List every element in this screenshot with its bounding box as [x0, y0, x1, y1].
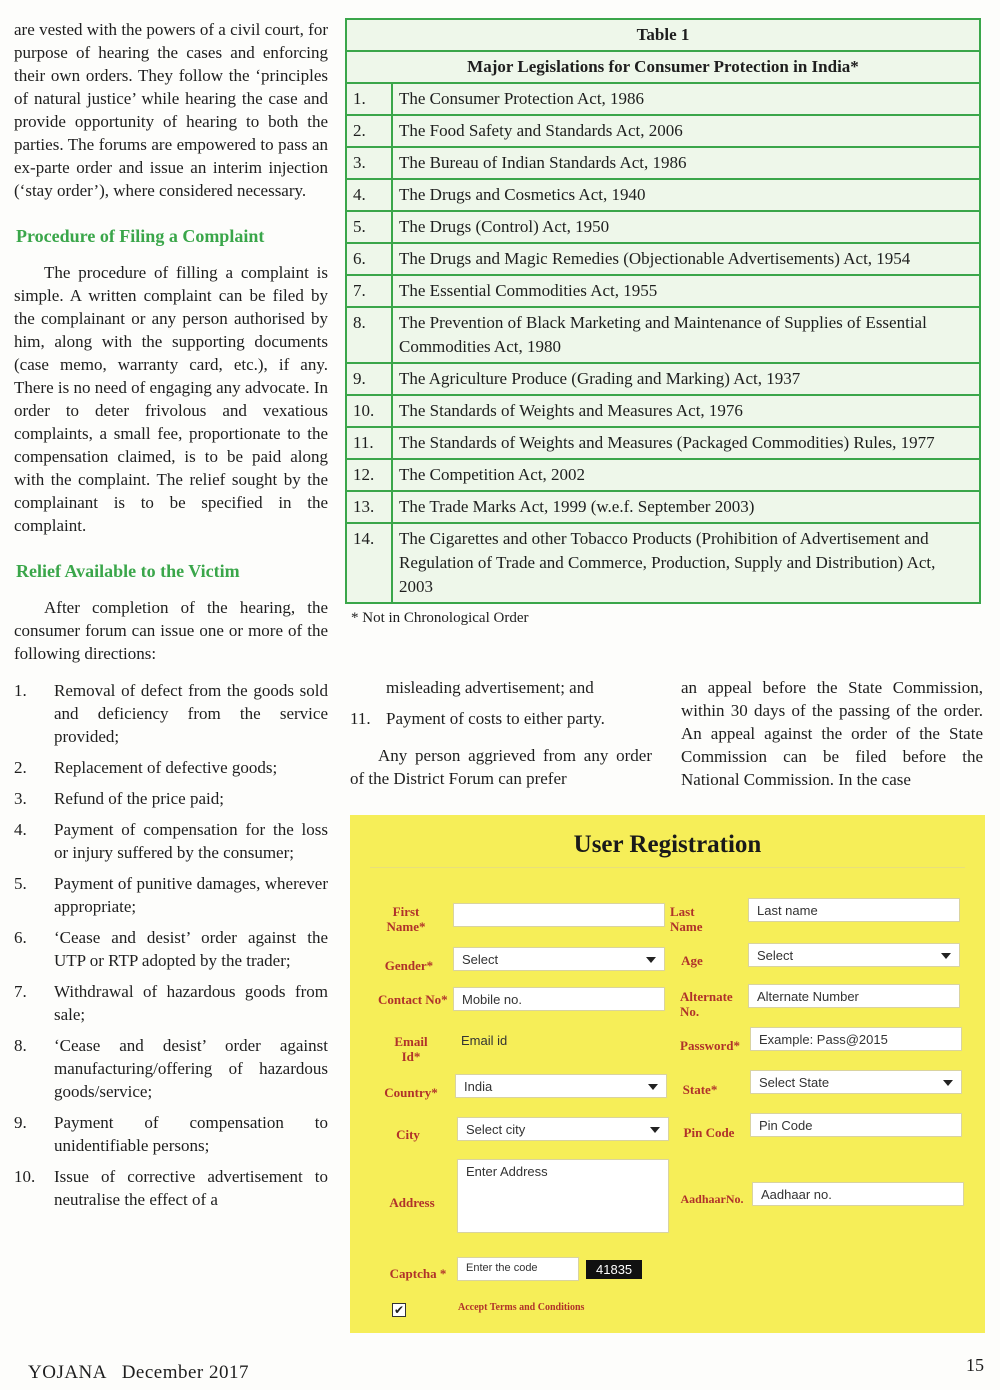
last-name-input[interactable]: Last name: [748, 898, 960, 922]
password-label: Password*: [680, 1038, 740, 1053]
contact-input[interactable]: Mobile no.: [453, 987, 665, 1011]
aadhaar-input[interactable]: Aadhaar no.: [752, 1182, 964, 1206]
list-item-number: 5.: [14, 874, 27, 893]
captcha-input[interactable]: Enter the code: [457, 1257, 579, 1281]
captcha-label: Captcha *: [389, 1266, 447, 1281]
list-item-text: Payment of compensation to unidentifiable persons;: [54, 1113, 328, 1155]
form-title: User Registration: [573, 831, 762, 858]
table-row: [346, 179, 980, 211]
list-item: [350, 707, 652, 730]
row-number: 13.: [346, 491, 392, 523]
table-row: [346, 307, 980, 363]
title-divider: [370, 867, 965, 868]
gender-label: Gender*: [384, 958, 434, 973]
table-row: [346, 459, 980, 491]
row-number: 12.: [346, 459, 392, 491]
table-row: [346, 115, 980, 147]
row-number: 6.: [346, 243, 392, 275]
aadhaar-label: AadhaarNo.: [680, 1192, 744, 1206]
row-act: The Standards of Weights and Measures (Packaged Commodities) Rules, 1977: [392, 427, 980, 459]
list-item-text: Payment of costs to either party.: [386, 709, 605, 728]
list-item: [14, 1034, 328, 1103]
state-label: State*: [682, 1082, 718, 1097]
row-number: 8.: [346, 307, 392, 363]
table-row: [346, 275, 980, 307]
gender-select[interactable]: Select: [453, 947, 665, 971]
row-number: 10.: [346, 395, 392, 427]
page-number: 15: [966, 1355, 984, 1375]
middle-column: [350, 676, 652, 790]
age-select[interactable]: Select: [748, 943, 960, 967]
table-row: [346, 427, 980, 459]
country-label: Country*: [384, 1085, 438, 1100]
row-act: The Agriculture Produce (Grading and Marking) Act, 1937: [392, 363, 980, 395]
list-item: [14, 1111, 328, 1157]
list-item-number: 11.: [350, 709, 371, 728]
row-act: The Food Safety and Standards Act, 2006: [392, 115, 980, 147]
list-item-number: 2.: [14, 758, 27, 777]
table-title: Major Legislations for Consumer Protection in India*: [346, 51, 980, 83]
list-item-text: Refund of the price paid;: [54, 789, 224, 808]
state-select[interactable]: Select State: [750, 1070, 962, 1094]
row-number: 3.: [346, 147, 392, 179]
list-item-text: Replacement of defective goods;: [54, 758, 278, 777]
intro-paragraph: are vested with the powers of a civil court, for purpose of hearing the cases and enforcing their own orders. They follow the ‘principles of natural justice’ while hearing the case and provide opportunity of hearing to both the parties. The forums are empowered to pass an ex-parte order and issue an interim injection (‘stay order’), where considered necessary.: [14, 20, 328, 200]
row-act: The Cigarettes and other Tobacco Products (Prohibition of Advertisement and Regulation of Trade and Commerce, Production, Supply and Distribution) Act, 2003: [392, 523, 980, 603]
captcha-code: 41835: [586, 1260, 642, 1279]
email-label: Email Id*: [394, 1034, 428, 1064]
country-select[interactable]: India: [455, 1074, 667, 1098]
last-name-label: Last Name: [670, 904, 703, 934]
row-number: 7.: [346, 275, 392, 307]
list-item-number: 8.: [14, 1036, 27, 1055]
list-item: [14, 980, 328, 1026]
continuation-text: misleading advertisement; and: [386, 678, 594, 697]
row-act: The Bureau of Indian Standards Act, 1986: [392, 147, 980, 179]
address-label: Address: [389, 1195, 435, 1210]
procedure-paragraph: The procedure of filling a complaint is simple. A written complaint can be filed by the complainant or any person authorised by him, along with the supporting documents (case memo, warranty card, etc.), if any. There is no need of engaging any advocate. In order to deter frivolous and vexatious complaints, a small fee, proportionate to the compensation claimed, is to be paid along with the complaint. The relief sought by the complainant is to be specified in the complaint.: [14, 263, 328, 535]
table-footnote: * Not in Chronological Order: [351, 610, 529, 626]
row-act: The Trade Marks Act, 1999 (w.e.f. September 2003): [392, 491, 980, 523]
pin-code-input[interactable]: Pin Code: [750, 1113, 962, 1137]
list-item-text: ‘Cease and desist’ order against manufacturing/offering of hazardous goods/service;: [54, 1036, 328, 1101]
row-act: The Drugs and Cosmetics Act, 1940: [392, 179, 980, 211]
table-caption: Table 1: [346, 19, 980, 51]
list-item-text: ‘Cease and desist’ order against the UTP or RTP adopted by the trader;: [54, 928, 328, 970]
list-item-text: Payment of compensation for the loss or injury suffered by the consumer;: [54, 820, 328, 862]
legislations-table-box: [345, 18, 981, 627]
city-select[interactable]: Select city: [457, 1117, 669, 1141]
user-registration-form: [350, 815, 985, 1333]
directions-list: [14, 679, 328, 1211]
city-label: City: [396, 1127, 420, 1142]
list-item-number: 4.: [14, 820, 27, 839]
alternate-label: Alternate No.: [680, 989, 733, 1019]
list-item-number: 9.: [14, 1113, 27, 1132]
row-number: 4.: [346, 179, 392, 211]
row-number: 14.: [346, 523, 392, 603]
legislations-table: [345, 18, 981, 604]
age-label: Age: [681, 953, 703, 968]
table-row: [346, 363, 980, 395]
list-item-number: 3.: [14, 789, 27, 808]
table-caption-row: [346, 19, 980, 51]
table-row: [346, 395, 980, 427]
row-number: 5.: [346, 211, 392, 243]
terms-label[interactable]: Accept Terms and Conditions: [458, 1302, 585, 1313]
row-act: The Prevention of Black Marketing and Maintenance of Supplies of Essential Commodities Act, 1980: [392, 307, 980, 363]
list-item: [14, 787, 328, 810]
list-item: [14, 872, 328, 918]
address-textarea[interactable]: Enter Address: [457, 1159, 669, 1233]
contact-label: Contact No*: [378, 992, 448, 1007]
row-number: 2.: [346, 115, 392, 147]
password-input[interactable]: Example: Pass@2015: [750, 1027, 962, 1051]
email-input[interactable]: Email id: [461, 1033, 508, 1048]
table-title-row: [346, 51, 980, 83]
list-item: [14, 818, 328, 864]
appeal-paragraph: Any person aggrieved from any order of the District Forum can prefer: [350, 746, 652, 788]
list-item-number: 6.: [14, 928, 27, 947]
right-column: [681, 676, 983, 791]
relief-paragraph: After completion of the hearing, the consumer forum can issue one or more of the following directions:: [14, 598, 328, 663]
row-act: The Standards of Weights and Measures Act, 1976: [392, 395, 980, 427]
list-item-number: 1.: [14, 681, 27, 700]
row-act: The Drugs (Control) Act, 1950: [392, 211, 980, 243]
table-row: [346, 491, 980, 523]
pin-code-label: Pin Code: [683, 1125, 735, 1140]
row-number: 11.: [346, 427, 392, 459]
list-item: [14, 926, 328, 972]
row-act: The Consumer Protection Act, 1986: [392, 83, 980, 115]
first-name-label: First Name*: [386, 904, 426, 934]
list-item: [14, 756, 328, 779]
list-item: [14, 1165, 328, 1211]
procedure-heading: Procedure of Filing a Complaint: [16, 226, 265, 246]
table-row: [346, 211, 980, 243]
first-name-input[interactable]: [453, 903, 665, 927]
relief-heading: Relief Available to the Victim: [16, 561, 240, 581]
list-item-number: 10.: [14, 1167, 36, 1186]
table-row: [346, 147, 980, 179]
left-column: [14, 18, 328, 1219]
list-item: [14, 679, 328, 748]
row-act: The Drugs and Magic Remedies (Objectionable Advertisements) Act, 1954: [392, 243, 980, 275]
row-number: 9.: [346, 363, 392, 395]
state-commission-paragraph: an appeal before the State Commission, within 30 days of the passing of the order. An appeal against the order of the State Commission can be filed before the National Commission. In the case: [681, 678, 983, 789]
alternate-input[interactable]: Alternate Number: [748, 984, 960, 1008]
list-item-text: Issue of corrective advertisement to neutralise the effect of a: [54, 1167, 328, 1209]
table-row: [346, 243, 980, 275]
list-item-text: Withdrawal of hazardous goods from sale;: [54, 982, 328, 1024]
table-row: [346, 523, 980, 603]
list-item-text: Payment of punitive damages, wherever appropriate;: [54, 874, 328, 916]
list-item-text: Removal of defect from the goods sold and deficiency from the service provided;: [54, 681, 328, 746]
terms-checkbox[interactable]: ✔: [393, 1303, 405, 1317]
row-act: The Essential Commodities Act, 1955: [392, 275, 980, 307]
row-number: 1.: [346, 83, 392, 115]
table-row: [346, 83, 980, 115]
list-item-number: 7.: [14, 982, 27, 1001]
row-act: The Competition Act, 2002: [392, 459, 980, 491]
publication-footer: YOJANA December 2017: [28, 1362, 250, 1383]
